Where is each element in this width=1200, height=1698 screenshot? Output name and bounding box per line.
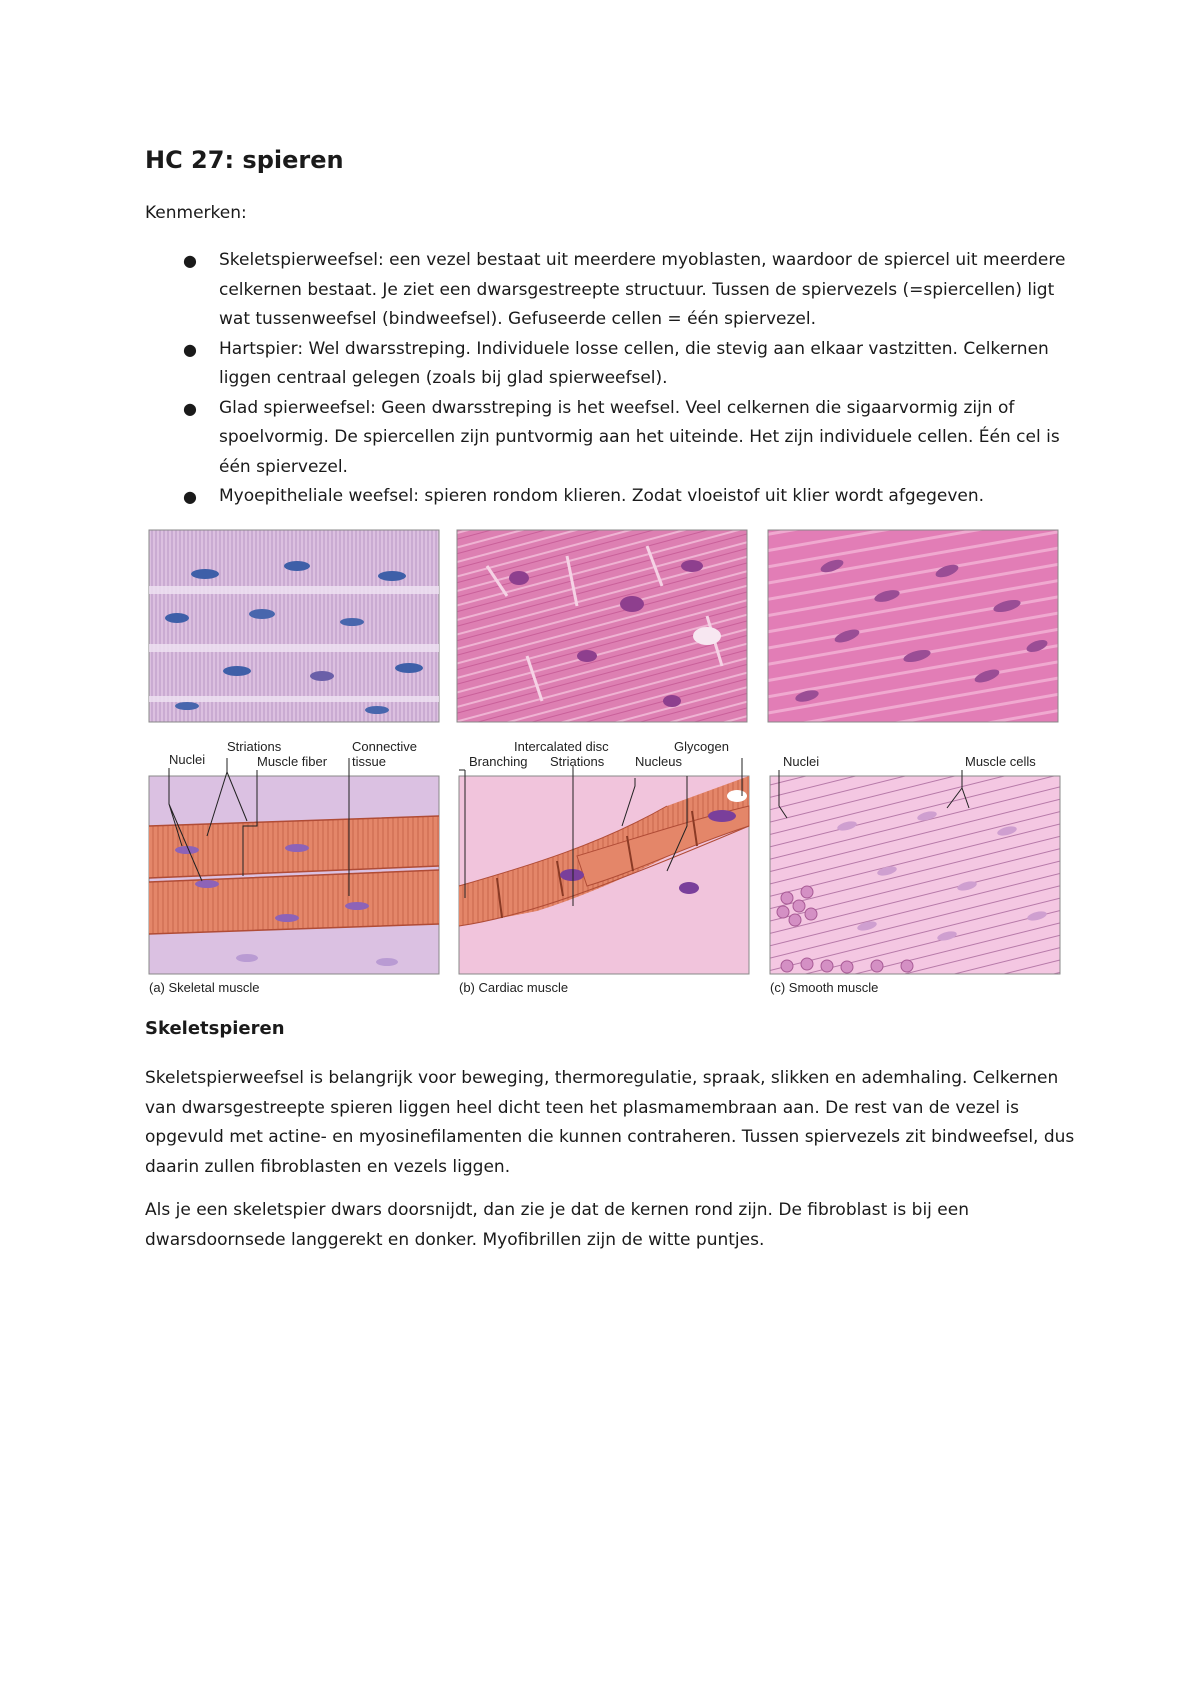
muscle-tissue-figure — [147, 526, 1062, 1001]
page-title: HC 27: spieren — [145, 146, 344, 174]
label-smooth-nuclei: Nuclei — [783, 754, 820, 769]
list-item — [145, 335, 1085, 394]
list-item-text: Hartspier: Wel dwarsstreping. Individuele losse cellen, die stevig aan elkaar vastzitten. Celkernen liggen centraal gelegen (zoals bij glad spierweefsel). — [219, 338, 1049, 388]
label-muscle-cells: Muscle cells — [965, 754, 1036, 769]
label-connective: Connective — [352, 739, 418, 754]
label-muscle-fiber: Muscle fiber — [257, 754, 328, 769]
bullet-icon: ● — [183, 487, 197, 506]
label-striations: Striations — [227, 739, 282, 754]
list-item — [145, 482, 1085, 512]
caption-smooth: (c) Smooth muscle — [770, 980, 879, 995]
bullet-icon: ● — [183, 339, 197, 359]
smooth-micrograph — [768, 530, 1058, 722]
caption-skeletal: (a) Skeletal muscle — [149, 980, 260, 995]
label-branching: Branching — [469, 754, 528, 769]
label-intercalated-disc: Intercalated disc — [514, 739, 609, 754]
label-nucleus: Nucleus — [635, 754, 682, 769]
paragraph: Als je een skeletspier dwars doorsnijdt, dan zie je dat de kernen rond zijn. De fibroblast is bij een dwarsdoornsede langgerekt en donker. Myofibrillen zijn de witte puntjes. — [145, 1200, 970, 1250]
bullet-icon: ● — [183, 251, 197, 270]
intro-label: Kenmerken: — [145, 203, 247, 223]
bullet-icon: ● — [183, 398, 197, 418]
list-item — [145, 394, 1085, 483]
section-heading: Skeletspieren — [145, 1018, 285, 1039]
list-item — [145, 246, 1085, 335]
list-item-text: Myoepitheliale weefsel: spieren rondom klieren. Zodat vloeistof uit klier wordt afgegeven. — [219, 486, 985, 506]
list-item-text: Skeletspierweefsel: een vezel bestaat uit meerdere myoblasten, waardoor de spiercel uit meerdere celkernen bestaat. Je ziet een dwarsgestreepte structuur. Tussen de spiervezels (=spiercellen) ligt wat tussenweefsel (bindweefsel). Gefuseerde cellen = één spiervezel. — [219, 250, 1066, 329]
cardiac-illustration — [459, 758, 749, 974]
features-list — [145, 246, 1085, 512]
cardiac-micrograph — [457, 530, 747, 722]
paragraph: Skeletspierweefsel is belangrijk voor beweging, thermoregulatie, spraak, slikken en ademhaling. Celkernen van dwarsgestreepte spieren liggen heel dicht teen het plasmamembraan aan. De rest van de vezel is opgevuld met actine- en myosinefilamenten die kunnen contraheren. Tussen spiervezels zit bindweefsel, dus daarin zullen fibroblasten en vezels liggen. — [145, 1068, 1075, 1177]
label-nuclei: Nuclei — [169, 752, 206, 767]
skeletal-micrograph — [149, 530, 439, 722]
skeletal-illustration — [149, 758, 439, 974]
caption-cardiac: (b) Cardiac muscle — [459, 980, 569, 995]
label-tissue: tissue — [352, 754, 386, 769]
label-cardiac-striations: Striations — [550, 754, 605, 769]
smooth-illustration — [770, 770, 1060, 974]
label-glycogen: Glycogen — [674, 739, 729, 754]
list-item-text: Glad spierweefsel: Geen dwarsstreping is het weefsel. Veel celkernen die sigaarvormig zijn of spoelvormig. De spiercellen zijn puntvormig aan het uiteinde. Het zijn individuele cellen. Één cel is één spiervezel. — [219, 397, 1060, 477]
